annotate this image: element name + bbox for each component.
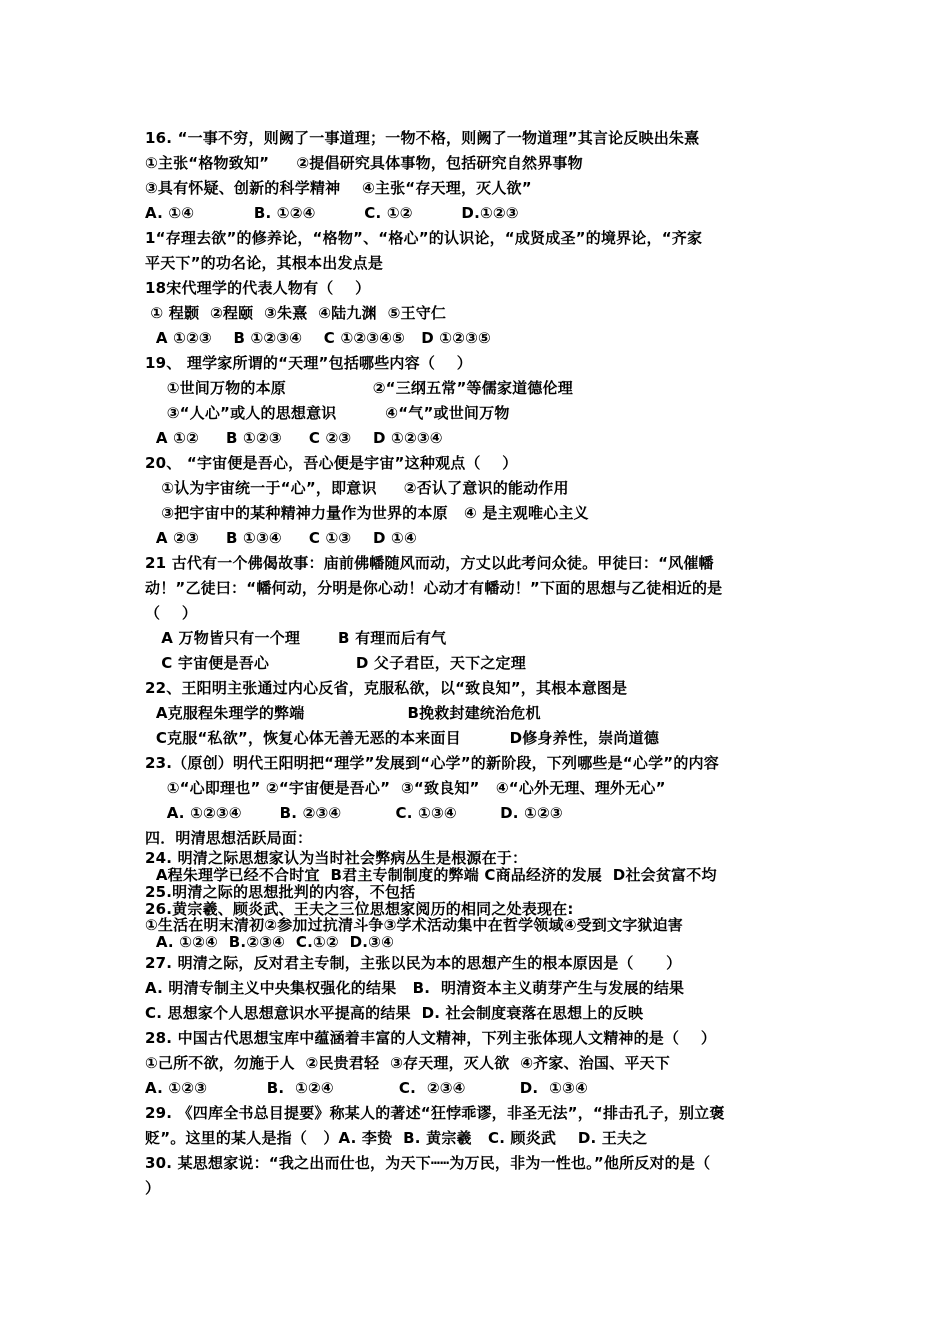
q21-stem: 21 古代有一个佛偈故事：庙前佛幡随风而动，方丈以此考问众徒。甲徒曰：“风催幡 [145,554,714,572]
q24-options: A程朱理学已经不合时宜 B君主专制制度的弊端 C商品经济的发展 D社会贫富不均 [145,866,717,884]
q29-stem: 29. 《四库全书总目提要》称某人的著述“狂悖乖谬，非圣无法”，“排击孔子，别立褒 [145,1104,725,1122]
q19-items-2: ③“人心”或人的思想意识 ④“气”或世间万物 [145,404,510,422]
q28-stem: 28. 中国古代思想宝库中蕴涵着丰富的人文精神，下列主张体现人文精神的是（ ） [145,1029,717,1047]
q26-stem: 26.黄宗羲、顾炎武、王夫之三位思想家阅历的相同之处表现在: [145,900,574,918]
q17-line-2: 平天下”的功名论，其根本出发点是 [145,254,384,272]
q30-stem: 30. 某思想家说：“我之出而仕也，为天下┅┅为万民，非为一性也。”他所反对的是（ [145,1154,711,1172]
q21-line-2: 动！”乙徒曰：“幡何动，分明是你心动！心动才有幡动！”下面的思想与乙徒相近的是 [145,579,723,597]
q28-options: A. ①②③ B. ①②④ C. ②③④ D. ①③④ [145,1079,588,1097]
q19-stem: 19、 理学家所谓的“天理”包括哪些内容（ ） [145,354,472,372]
q27-stem: 27. 明清之际，反对君主专制，主张以民为本的思想产生的根本原因是（ ） [145,954,682,972]
q27-options-2: C. 思想家个人思想意识水平提高的结果 D. 社会制度衰落在思想上的反映 [145,1004,644,1022]
q18-options: A ①②③ B ①②③④ C ①②③④⑤ D ①②③⑤ [145,329,491,347]
q21-options-1: A 万物皆只有一个理 B 有理而后有气 [145,629,447,647]
q30-line-2: ） [145,1179,161,1197]
q16-options: A. ①④ B. ①②④ C. ①② D.①②③ [145,204,519,222]
q21-line-3: （ ） [145,604,198,622]
q23-stem: 23.（原创）明代王阳明把“理学”发展到“心学”的新阶段，下列哪些是“心学”的内容 [145,754,719,772]
q22-options-1: A克服程朱理学的弊端 B挽救封建统治危机 [145,704,541,722]
q21-options-2: C 宇宙便是吾心 D 父子君臣，天下之定理 [145,654,526,672]
q16-line-3: ③具有怀疑、创新的科学精神 ④主张“存天理，灭人欲” [145,179,532,197]
q16-stem: 16. “一事不穷，则阙了一事道理；一物不格，则阙了一物道理”其言论反映出朱熹 [145,129,700,147]
q17-stem: 1“存理去欲”的修养论，“格物”、“格心”的认识论，“成贤成圣”的境界论，“齐家 [145,229,703,247]
section-4-heading: 四．明清思想活跃局面： [145,829,313,847]
q20-options: A ②③ B ①③④ C ①③ D ①④ [145,529,417,547]
q25-stem: 25.明清之际的思想批判的内容，不包括 [145,883,416,901]
q18-stem: 18宋代理学的代表人物有（ ） [145,279,371,297]
q20-items-1: ①认为宇宙统一于“心”，即意识 ②否认了意识的能动作用 [145,479,569,497]
q20-stem: 20、 “宇宙便是吾心，吾心便是宇宙”这种观点（ ） [145,454,518,472]
q27-options-1: A. 明清专制主义中央集权强化的结果 B. 明清资本主义萌芽产生与发展的结果 [145,979,685,997]
q16-line-2: ①主张“格物致知” ②提倡研究具体事物，包括研究自然界事物 [145,154,583,172]
q28-items: ①己所不欲，勿施于人 ②民贵君轻 ③存天理，灭人欲 ④齐家、治国、平天下 [145,1054,670,1072]
q23-items: ①“心即理也” ②“宇宙便是吾心” ③“致良知” ④“心外无理、理外无心” [145,779,666,797]
q26-options: A. ①②④ B.②③④ C.①② D.③④ [145,933,394,951]
q29-line-2: 贬”。这里的某人是指（ ）A. 李贽 B. 黄宗羲 C. 顾炎武 D. 王夫之 [145,1129,648,1147]
q19-options: A ①② B ①②③ C ②③ D ①②③④ [145,429,443,447]
q23-options: A. ①②③④ B. ②③④ C. ①③④ D. ①②③ [145,804,563,822]
q24-stem: 24. 明清之际思想家认为当时社会弊病丛生是根源在于： [145,849,528,867]
q20-items-2: ③把宇宙中的某种精神力量作为世界的本原 ④ 是主观唯心主义 [145,504,589,522]
q19-items-1: ①世间万物的本原 ②“三纲五常”等儒家道德伦理 [145,379,573,397]
q26-items: ①生活在明末清初②参加过抗清斗争③学术活动集中在哲学领域④受到文字狱迫害 [145,916,684,934]
q22-stem: 22、王阳明主张通过内心反省，克服私欲，以“致良知”，其根本意图是 [145,679,628,697]
q22-options-2: C克服“私欲”，恢复心体无善无恶的本来面目 D修身养性，崇尚道德 [145,729,660,747]
q18-items: ① 程颢 ②程颐 ③朱熹 ④陆九渊 ⑤王守仁 [145,304,447,322]
